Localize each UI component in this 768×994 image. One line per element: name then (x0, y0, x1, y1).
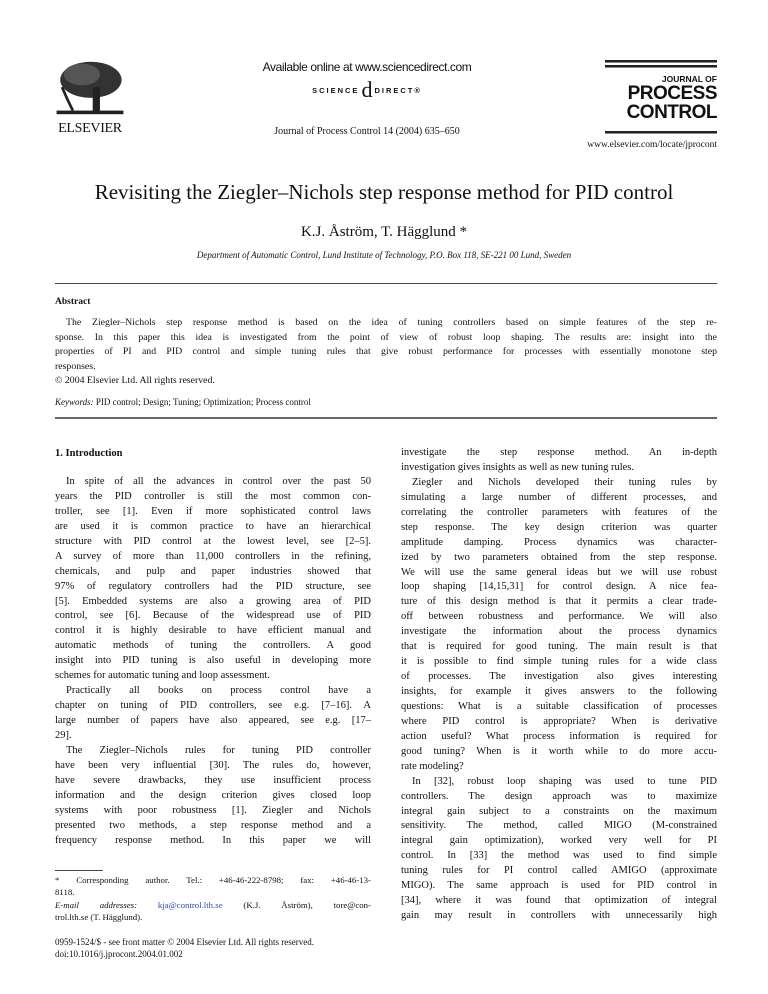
journal-logo-line2: PROCESS (627, 83, 717, 104)
body-text-line: ized by two parameters obtained from the step response. (401, 551, 717, 563)
issn-line: 0959-1524/$ - see front matter © 2004 Elsevier Ltd. All rights reserved. (55, 937, 315, 947)
publisher-name: ELSEVIER (58, 121, 122, 136)
sd-at-icon: d (361, 77, 373, 102)
keywords (55, 396, 311, 408)
body-text-line: insight into PID tuning is also useful in developing more (55, 655, 371, 667)
body-text-line: sensitivity. The method, called MIGO (M-constrained (401, 820, 717, 832)
abstract-heading: Abstract (55, 297, 91, 307)
body-text-line: integral gain subject to a constraints on the maximum (401, 805, 717, 817)
footnote (55, 874, 371, 923)
body-text-line: ture of this design method is that it permits a clear trade- (401, 596, 717, 608)
body-text-line: correlating the controller parameters with features of the (401, 506, 717, 518)
footer (55, 936, 314, 960)
body-text-line: schemes for automatic tuning and loop assessment. (55, 670, 270, 682)
body-text-line: 97% of regulatory controllers had the PID structure, see (55, 580, 371, 592)
journal-citation: Journal of Process Control 14 (2004) 635–650 (274, 126, 460, 137)
body-text-line: frequency response method. In this paper we will (55, 834, 371, 846)
body-text-line: 29]. (55, 729, 72, 741)
keywords-list: PID control; Design; Tuning; Optimization; Process control (95, 397, 311, 407)
body-text-line: chemicals, and pulp and paper industries showed that (55, 565, 371, 577)
divider (55, 417, 717, 419)
body-text-line: chapter on tuning of PID controllers, see e.g. [7–16]. A (55, 700, 371, 712)
divider (55, 283, 717, 284)
body-text-line: that is required for good tuning. The main result is that (401, 641, 717, 653)
section-heading: 1. Introduction (55, 448, 123, 459)
body-text-line: [34], where it was found that optimization of integral (401, 895, 717, 907)
body-text-line: action useful? What process information is required for (401, 730, 717, 742)
body-text-line: presented two methods, a step response method and a (55, 819, 371, 831)
body-text-line: Practically all books on process control have a (66, 685, 371, 697)
body-text-line: control. In [33] the method was used to find simple (401, 850, 717, 862)
body-text-line: amplitude damping. Process dynamics was character- (401, 536, 717, 548)
body-text-line: The Ziegler–Nichols rules for tuning PID controller (66, 744, 371, 756)
journal-logo-line1: JOURNAL OF (661, 74, 717, 84)
body-text-line: tuning rules for PI control called AMIGO (approximate (401, 865, 717, 877)
body-text-line: systems with poor robustness [1]. Ziegler and Nichols (55, 804, 371, 816)
body-text-line: information and the design criterion gives closed loop (55, 789, 371, 801)
body-text-line: gain may result in controllers with unnecessarily high (401, 910, 717, 922)
abstract-line: The Ziegler–Nichols step response method is based on the idea of tuning controllers based on simple features of the step re- (66, 317, 717, 328)
paper-authors: K.J. Åström, T. Hägglund * (300, 224, 468, 240)
body-text-line: integral gain optimization), worked very well for PI (401, 835, 717, 847)
body-text-line: have severe drawbacks, they use insufficient process (55, 774, 371, 786)
journal-logo-line3: CONTROL (626, 102, 717, 123)
email-label: E-mail addresses: (55, 899, 138, 910)
body-text-line: it is possible to find simple tuning rules for a wide class (401, 656, 717, 668)
body-text-line: investigate the step response method. An in-depth (401, 447, 717, 458)
email-rest: (K.J. Åström), tore@con- (243, 899, 372, 910)
abstract-body (55, 316, 717, 389)
email-link[interactable]: kja@control.lth.se (157, 899, 223, 910)
body-text-line: where PID control is appropriate? When is derivative (401, 715, 717, 727)
body-text-line: [5]. Embedded systems are also a growing area of PID (55, 595, 371, 607)
available-online: Available online at www.sciencedirect.com (262, 60, 472, 74)
body-text-line: off between robustness and performance. We will also (401, 611, 717, 623)
body-text-line: control it is highly desirable to have efficient manual and (55, 625, 371, 637)
doi-line: doi:10.1016/j.jprocont.2004.01.002 (55, 949, 183, 959)
body-text-line: In spite of all the advances in control over the past 50 (66, 476, 371, 487)
body-text-line: are used it is common practice to have an hierarchical (55, 520, 371, 532)
footnote-line: * Corresponding author. Tel.: +46-46-222-8798; fax: +46-46-13- (55, 875, 371, 885)
elsevier-tree-icon (53, 60, 127, 116)
footnote-divider (55, 870, 103, 871)
footnote-email-line (55, 899, 371, 911)
journal-url[interactable]: www.elsevier.com/locate/jprocont (587, 140, 717, 150)
body-text-line: years the PID controller is still the most common con- (55, 490, 371, 502)
body-text-line: good tuning? When is it worth while to do more accu- (401, 745, 717, 757)
elsevier-logo (53, 60, 127, 136)
body-text-line: simulating a large number of different processes, and (401, 491, 717, 503)
abstract-line: responses. (55, 360, 96, 372)
body-text-line: control, see [6]. Because of the widespread use of PID (55, 610, 371, 622)
body-text-line: MIGO). The same approach is used for PID control in (401, 880, 717, 892)
right-column (401, 446, 717, 924)
footnote-line: 8118. (55, 887, 75, 898)
sd-left: SCIENCE (312, 86, 360, 95)
body-text-line: have been very influential [30]. The rules do, however, (55, 759, 371, 771)
paper-title: Revisiting the Ziegler–Nichols step response method for PID control (94, 180, 674, 204)
body-text-line: troller, see [1]. Even if more sophisticated control laws (55, 505, 371, 517)
body-text-line: automatic methods of tuning the controllers. A good (55, 640, 371, 652)
body-text-line: investigation gives insights as well as new tuning rules. (401, 461, 635, 473)
body-text-line: insights, for example it gives answers to the following (401, 686, 717, 697)
body-text-line: of processes. The investigation also gives interesting (401, 671, 717, 683)
copyright-line: © 2004 Elsevier Ltd. All rights reserved. (55, 375, 215, 386)
body-text-line: loop shaping [14,15,31] for control design. A nice fea- (401, 581, 717, 593)
body-text-line: step response. The key design criterion was quarter (401, 521, 717, 533)
body-text-line: We will use the same general ideas but we will use robust (401, 566, 717, 578)
abstract-line: sponse. In this paper this idea is investigated from the point of view of robust loop shaping. The results are: insight into the (55, 331, 717, 343)
body-text-line: In [32], robust loop shaping was used to tune PID (412, 775, 717, 787)
abstract-line: properties of PI and PID control and simple tuning rules that give robust performance for processes with essentially monotone step (55, 346, 717, 357)
body-text-line: structure with PID control at the lowest level, see [2–5]. (55, 535, 371, 547)
sd-right: DIRECT® (374, 86, 422, 95)
body-text-line: rate modeling? (401, 760, 464, 772)
body-text-line: questions: What is a suitable classification of processes (401, 700, 717, 712)
body-text-line: investigate the information about the process dynamics (401, 626, 717, 638)
keywords-label: Keywords: (55, 397, 94, 407)
body-text-line: controllers. The design approach was to maximize (401, 790, 717, 802)
paper-affiliation: Department of Automatic Control, Lund Institute of Technology, P.O. Box 118, SE-221 00 Lund, Sweden (196, 250, 572, 260)
journal-logo (605, 60, 717, 136)
left-column (55, 475, 371, 848)
body-text-line: Ziegler and Nichols developed their tuning rules by (412, 476, 717, 488)
body-text-line: A survey of more than 11,000 controllers in the refining, (55, 550, 371, 562)
footnote-line: trol.lth.se (T. Hägglund). (55, 911, 143, 922)
body-text-line: large number of papers have also appeared, see e.g. [17– (55, 715, 371, 726)
sciencedirect-logo (187, 77, 547, 102)
